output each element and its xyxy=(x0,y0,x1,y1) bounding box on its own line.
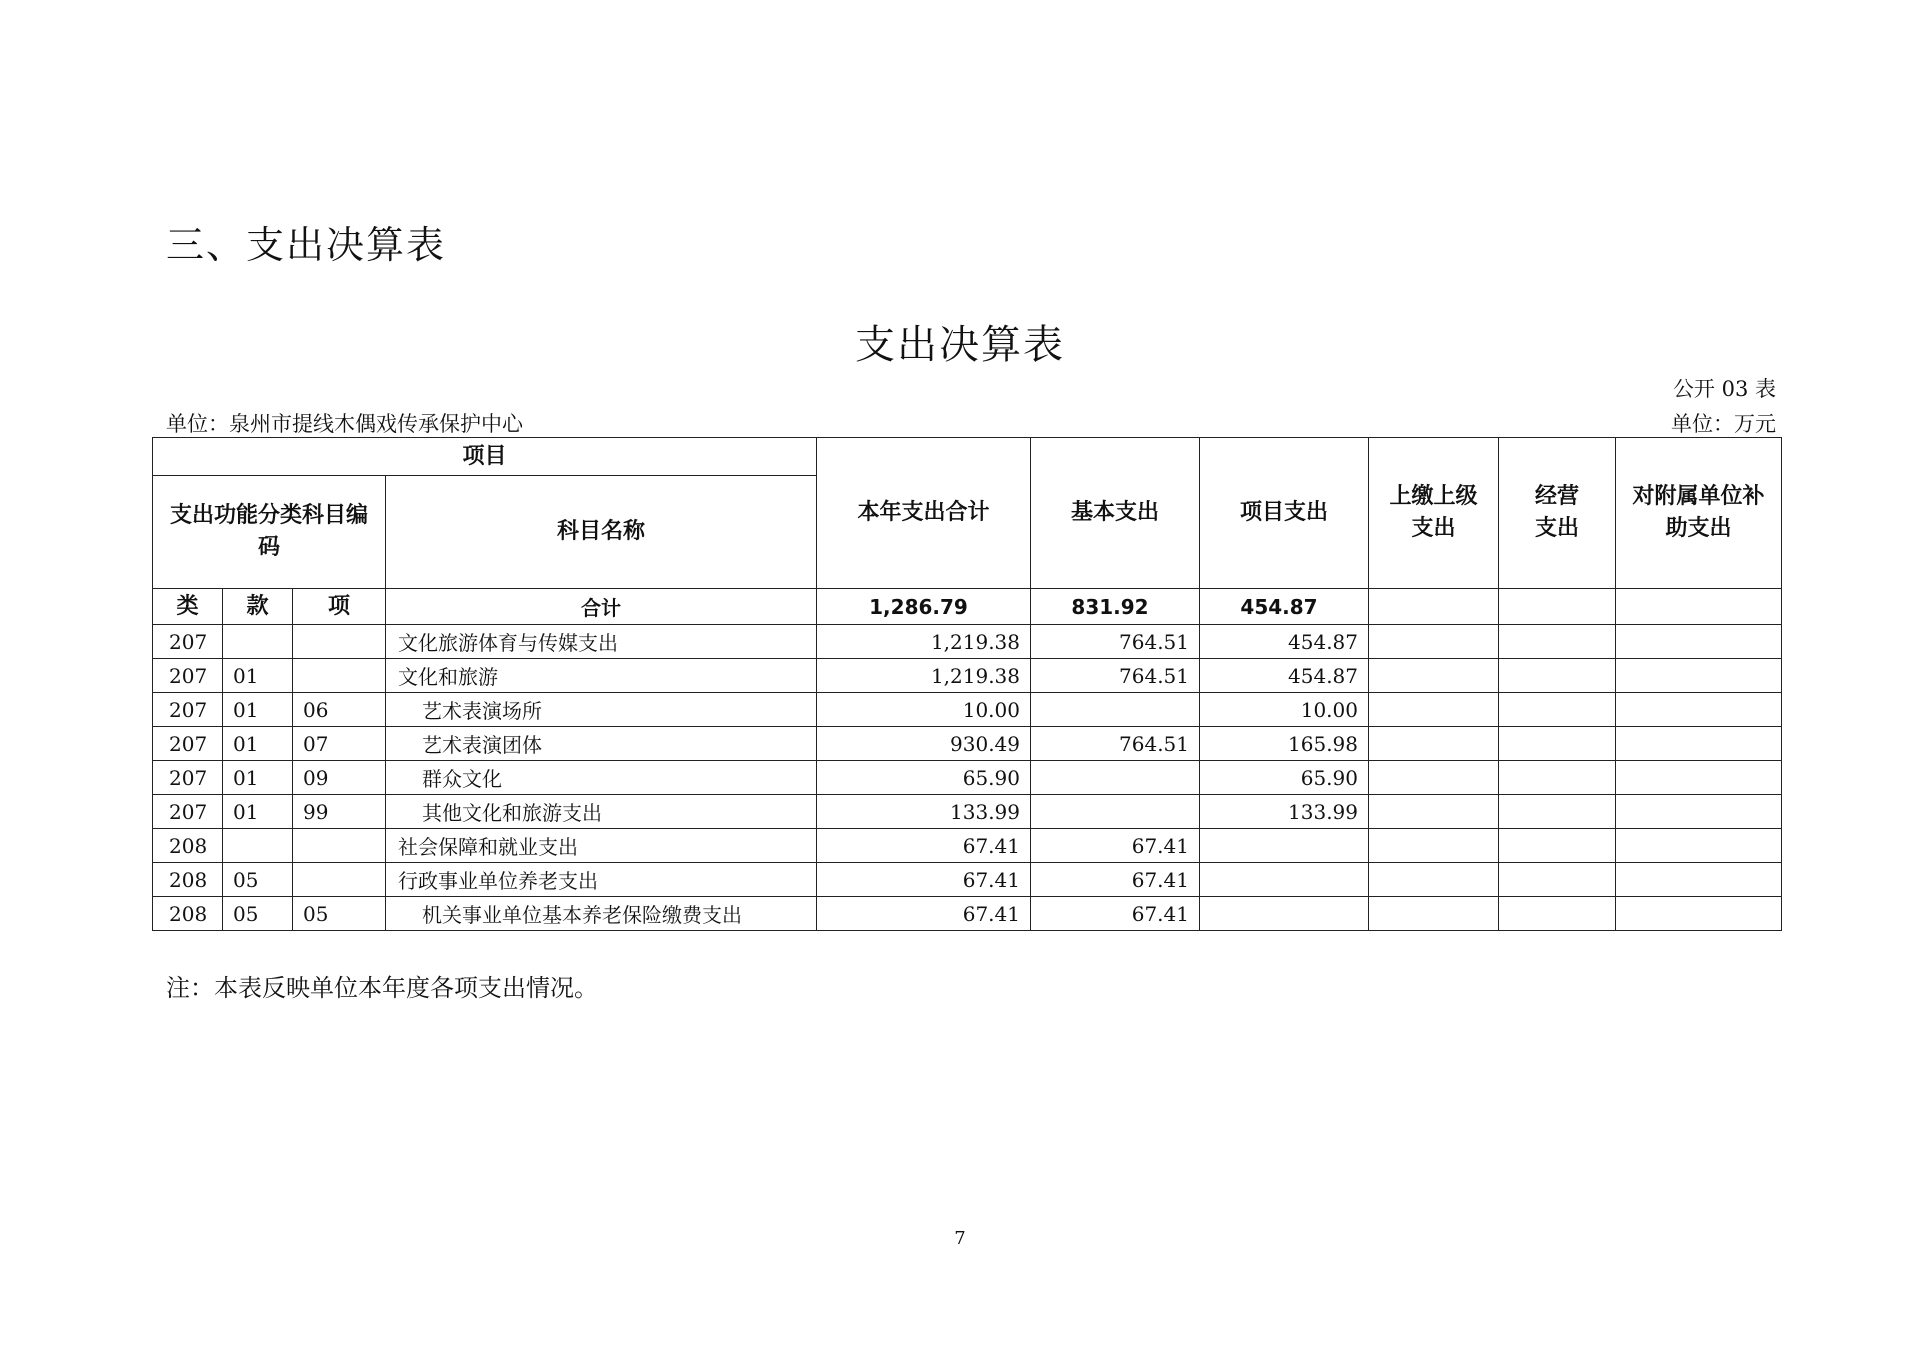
cell-xiang xyxy=(293,625,386,659)
cell-total: 67.41 xyxy=(817,897,1031,931)
unit-organization: 单位：泉州市提线木偶戏传承保护中心 xyxy=(166,412,523,436)
cell-xiang: 05 xyxy=(293,897,386,931)
cell-xiang xyxy=(293,863,386,897)
cell-subsidy xyxy=(1616,863,1782,897)
cell-project: 165.98 xyxy=(1200,727,1369,761)
cell-upper xyxy=(1369,625,1499,659)
cell-subsidy xyxy=(1616,727,1782,761)
cell-kuan: 05 xyxy=(223,863,293,897)
cell-kuan: 05 xyxy=(223,897,293,931)
cell-basic xyxy=(1031,761,1200,795)
cell-xiang: 09 xyxy=(293,761,386,795)
cell-basic: 67.41 xyxy=(1031,897,1200,931)
header-kuan: 款 xyxy=(223,589,293,625)
cell-subject-name: 行政事业单位养老支出 xyxy=(386,863,817,897)
total-basic: 831.92 xyxy=(1031,589,1200,625)
cell-subsidy xyxy=(1616,897,1782,931)
cell-total: 133.99 xyxy=(817,795,1031,829)
total-amount: 1,286.79 xyxy=(817,589,1031,625)
total-project: 454.87 xyxy=(1200,589,1369,625)
cell-subject-name: 机关事业单位基本养老保险缴费支出 xyxy=(386,897,817,931)
cell-basic: 764.51 xyxy=(1031,659,1200,693)
header-xiang: 项 xyxy=(293,589,386,625)
cell-xiang xyxy=(293,829,386,863)
cell-kuan: 01 xyxy=(223,659,293,693)
cell-upper xyxy=(1369,795,1499,829)
cell-project xyxy=(1200,863,1369,897)
cell-xiang xyxy=(293,659,386,693)
total-upper xyxy=(1369,589,1499,625)
header-project-expenditure: 项目支出 xyxy=(1200,438,1369,589)
cell-subsidy xyxy=(1616,761,1782,795)
cell-subsidy xyxy=(1616,829,1782,863)
cell-lei: 208 xyxy=(153,863,223,897)
cell-upper xyxy=(1369,897,1499,931)
unit-currency: 单位：万元 xyxy=(1671,412,1776,436)
header-business: 经营支出 xyxy=(1499,438,1616,589)
cell-total: 1,219.38 xyxy=(817,625,1031,659)
table-code: 公开 03 表 xyxy=(1672,377,1776,401)
cell-subject-name: 社会保障和就业支出 xyxy=(386,829,817,863)
cell-subsidy xyxy=(1616,659,1782,693)
table-row xyxy=(153,761,1782,795)
total-subsidy xyxy=(1616,589,1782,625)
cell-business xyxy=(1499,829,1616,863)
cell-project: 65.90 xyxy=(1200,761,1369,795)
cell-xiang: 06 xyxy=(293,693,386,727)
table-row xyxy=(153,863,1782,897)
table-row xyxy=(153,795,1782,829)
table-row xyxy=(153,693,1782,727)
cell-total: 65.90 xyxy=(817,761,1031,795)
cell-project: 10.00 xyxy=(1200,693,1369,727)
cell-subject-name: 文化旅游体育与传媒支出 xyxy=(386,625,817,659)
table-row xyxy=(153,829,1782,863)
header-project: 项目 xyxy=(153,438,817,476)
cell-lei: 207 xyxy=(153,693,223,727)
cell-lei: 207 xyxy=(153,795,223,829)
cell-project: 454.87 xyxy=(1200,659,1369,693)
header-basic: 基本支出 xyxy=(1031,438,1200,589)
cell-subject-name: 艺术表演场所 xyxy=(386,693,817,727)
table-row xyxy=(153,727,1782,761)
cell-lei: 207 xyxy=(153,727,223,761)
cell-project xyxy=(1200,829,1369,863)
cell-business xyxy=(1499,897,1616,931)
cell-subject-name: 文化和旅游 xyxy=(386,659,817,693)
cell-kuan: 01 xyxy=(223,693,293,727)
cell-business xyxy=(1499,727,1616,761)
header-upper: 上缴上级支出 xyxy=(1369,438,1499,589)
cell-total: 10.00 xyxy=(817,693,1031,727)
cell-upper xyxy=(1369,693,1499,727)
header-subject-name: 科目名称 xyxy=(386,476,817,589)
cell-subsidy xyxy=(1616,795,1782,829)
header-total: 本年支出合计 xyxy=(817,438,1031,589)
cell-subject-name: 群众文化 xyxy=(386,761,817,795)
cell-subject-name: 艺术表演团体 xyxy=(386,727,817,761)
cell-lei: 207 xyxy=(153,659,223,693)
cell-kuan xyxy=(223,625,293,659)
total-row xyxy=(153,589,1782,625)
total-business xyxy=(1499,589,1616,625)
cell-xiang: 07 xyxy=(293,727,386,761)
cell-basic xyxy=(1031,693,1200,727)
header-lei: 类 xyxy=(153,589,223,625)
cell-project: 133.99 xyxy=(1200,795,1369,829)
cell-business xyxy=(1499,693,1616,727)
cell-total: 67.41 xyxy=(817,829,1031,863)
cell-upper xyxy=(1369,727,1499,761)
cell-basic: 67.41 xyxy=(1031,829,1200,863)
cell-upper xyxy=(1369,863,1499,897)
cell-project: 454.87 xyxy=(1200,625,1369,659)
cell-project xyxy=(1200,897,1369,931)
cell-subsidy xyxy=(1616,625,1782,659)
cell-kuan: 01 xyxy=(223,761,293,795)
table-note: 注：本表反映单位本年度各项支出情况。 xyxy=(166,974,598,1002)
total-name: 合计 xyxy=(386,589,817,625)
cell-basic: 764.51 xyxy=(1031,727,1200,761)
cell-basic: 67.41 xyxy=(1031,863,1200,897)
header-function-code: 支出功能分类科目编码 xyxy=(153,476,386,589)
cell-lei: 208 xyxy=(153,897,223,931)
cell-kuan: 01 xyxy=(223,727,293,761)
table-row xyxy=(153,897,1782,931)
document-title: 支出决算表 xyxy=(855,322,1065,368)
cell-subject-name: 其他文化和旅游支出 xyxy=(386,795,817,829)
cell-xiang: 99 xyxy=(293,795,386,829)
cell-upper xyxy=(1369,659,1499,693)
cell-upper xyxy=(1369,761,1499,795)
cell-kuan: 01 xyxy=(223,795,293,829)
page-number: 7 xyxy=(954,1228,966,1249)
cell-business xyxy=(1499,625,1616,659)
cell-subsidy xyxy=(1616,693,1782,727)
cell-kuan xyxy=(223,829,293,863)
cell-business xyxy=(1499,761,1616,795)
expenditure-table xyxy=(152,437,1782,931)
cell-lei: 207 xyxy=(153,761,223,795)
cell-basic: 764.51 xyxy=(1031,625,1200,659)
cell-lei: 208 xyxy=(153,829,223,863)
cell-business xyxy=(1499,659,1616,693)
cell-total: 930.49 xyxy=(817,727,1031,761)
cell-lei: 207 xyxy=(153,625,223,659)
header-subsidy: 对附属单位补助支出 xyxy=(1616,438,1782,589)
table-row xyxy=(153,659,1782,693)
section-heading: 三、支出决算表 xyxy=(166,223,447,267)
cell-upper xyxy=(1369,829,1499,863)
table-row xyxy=(153,625,1782,659)
cell-business xyxy=(1499,795,1616,829)
cell-basic xyxy=(1031,795,1200,829)
cell-business xyxy=(1499,863,1616,897)
cell-total: 67.41 xyxy=(817,863,1031,897)
cell-total: 1,219.38 xyxy=(817,659,1031,693)
